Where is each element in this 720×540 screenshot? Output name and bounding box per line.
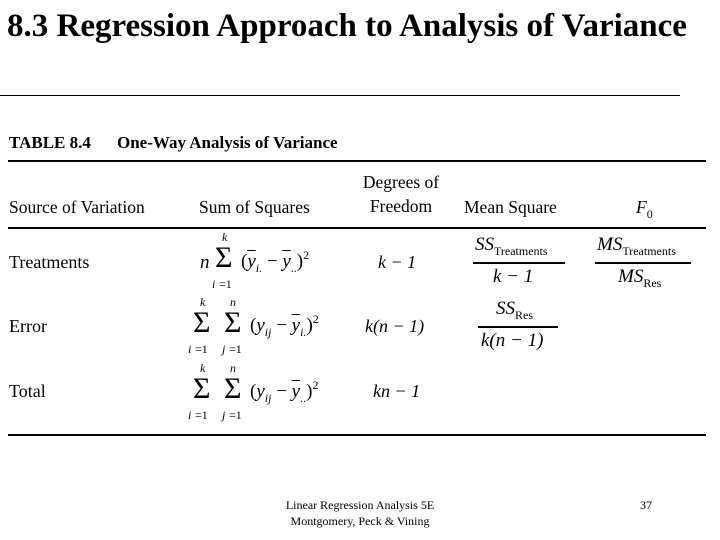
header-degrees-of-freedom: Degrees of Freedom [362,172,440,216]
header-sum-of-squares: Sum of Squares [199,197,310,217]
table-header-rule [8,227,706,229]
row-treatments-df: k − 1 [378,252,417,272]
table-bottom-rule [8,434,706,436]
slide-title: 8.3 Regression Approach to Analysis of Variance [7,8,687,44]
footer-credit: Linear Regression Analysis 5E Montgomery, Peck & Vining [285,498,435,528]
row-error-source: Error [9,316,47,336]
header-f0: $F_0$ [636,197,653,221]
row-total-df: kn − 1 [373,381,421,401]
page-number: 37 [640,498,652,512]
header-source: Source of Variation [9,197,145,217]
table-caption-title: One-Way Analysis of Variance [117,133,338,152]
table-caption [9,133,338,153]
row-treatments-source: Treatments [9,252,90,272]
table-number: TABLE 8.4 [9,133,91,152]
title-divider [0,95,680,96]
header-mean-square: Mean Square [464,197,557,217]
row-error-df: k(n − 1) [365,316,425,336]
table-top-rule [8,160,706,162]
row-total-source: Total [9,381,46,401]
